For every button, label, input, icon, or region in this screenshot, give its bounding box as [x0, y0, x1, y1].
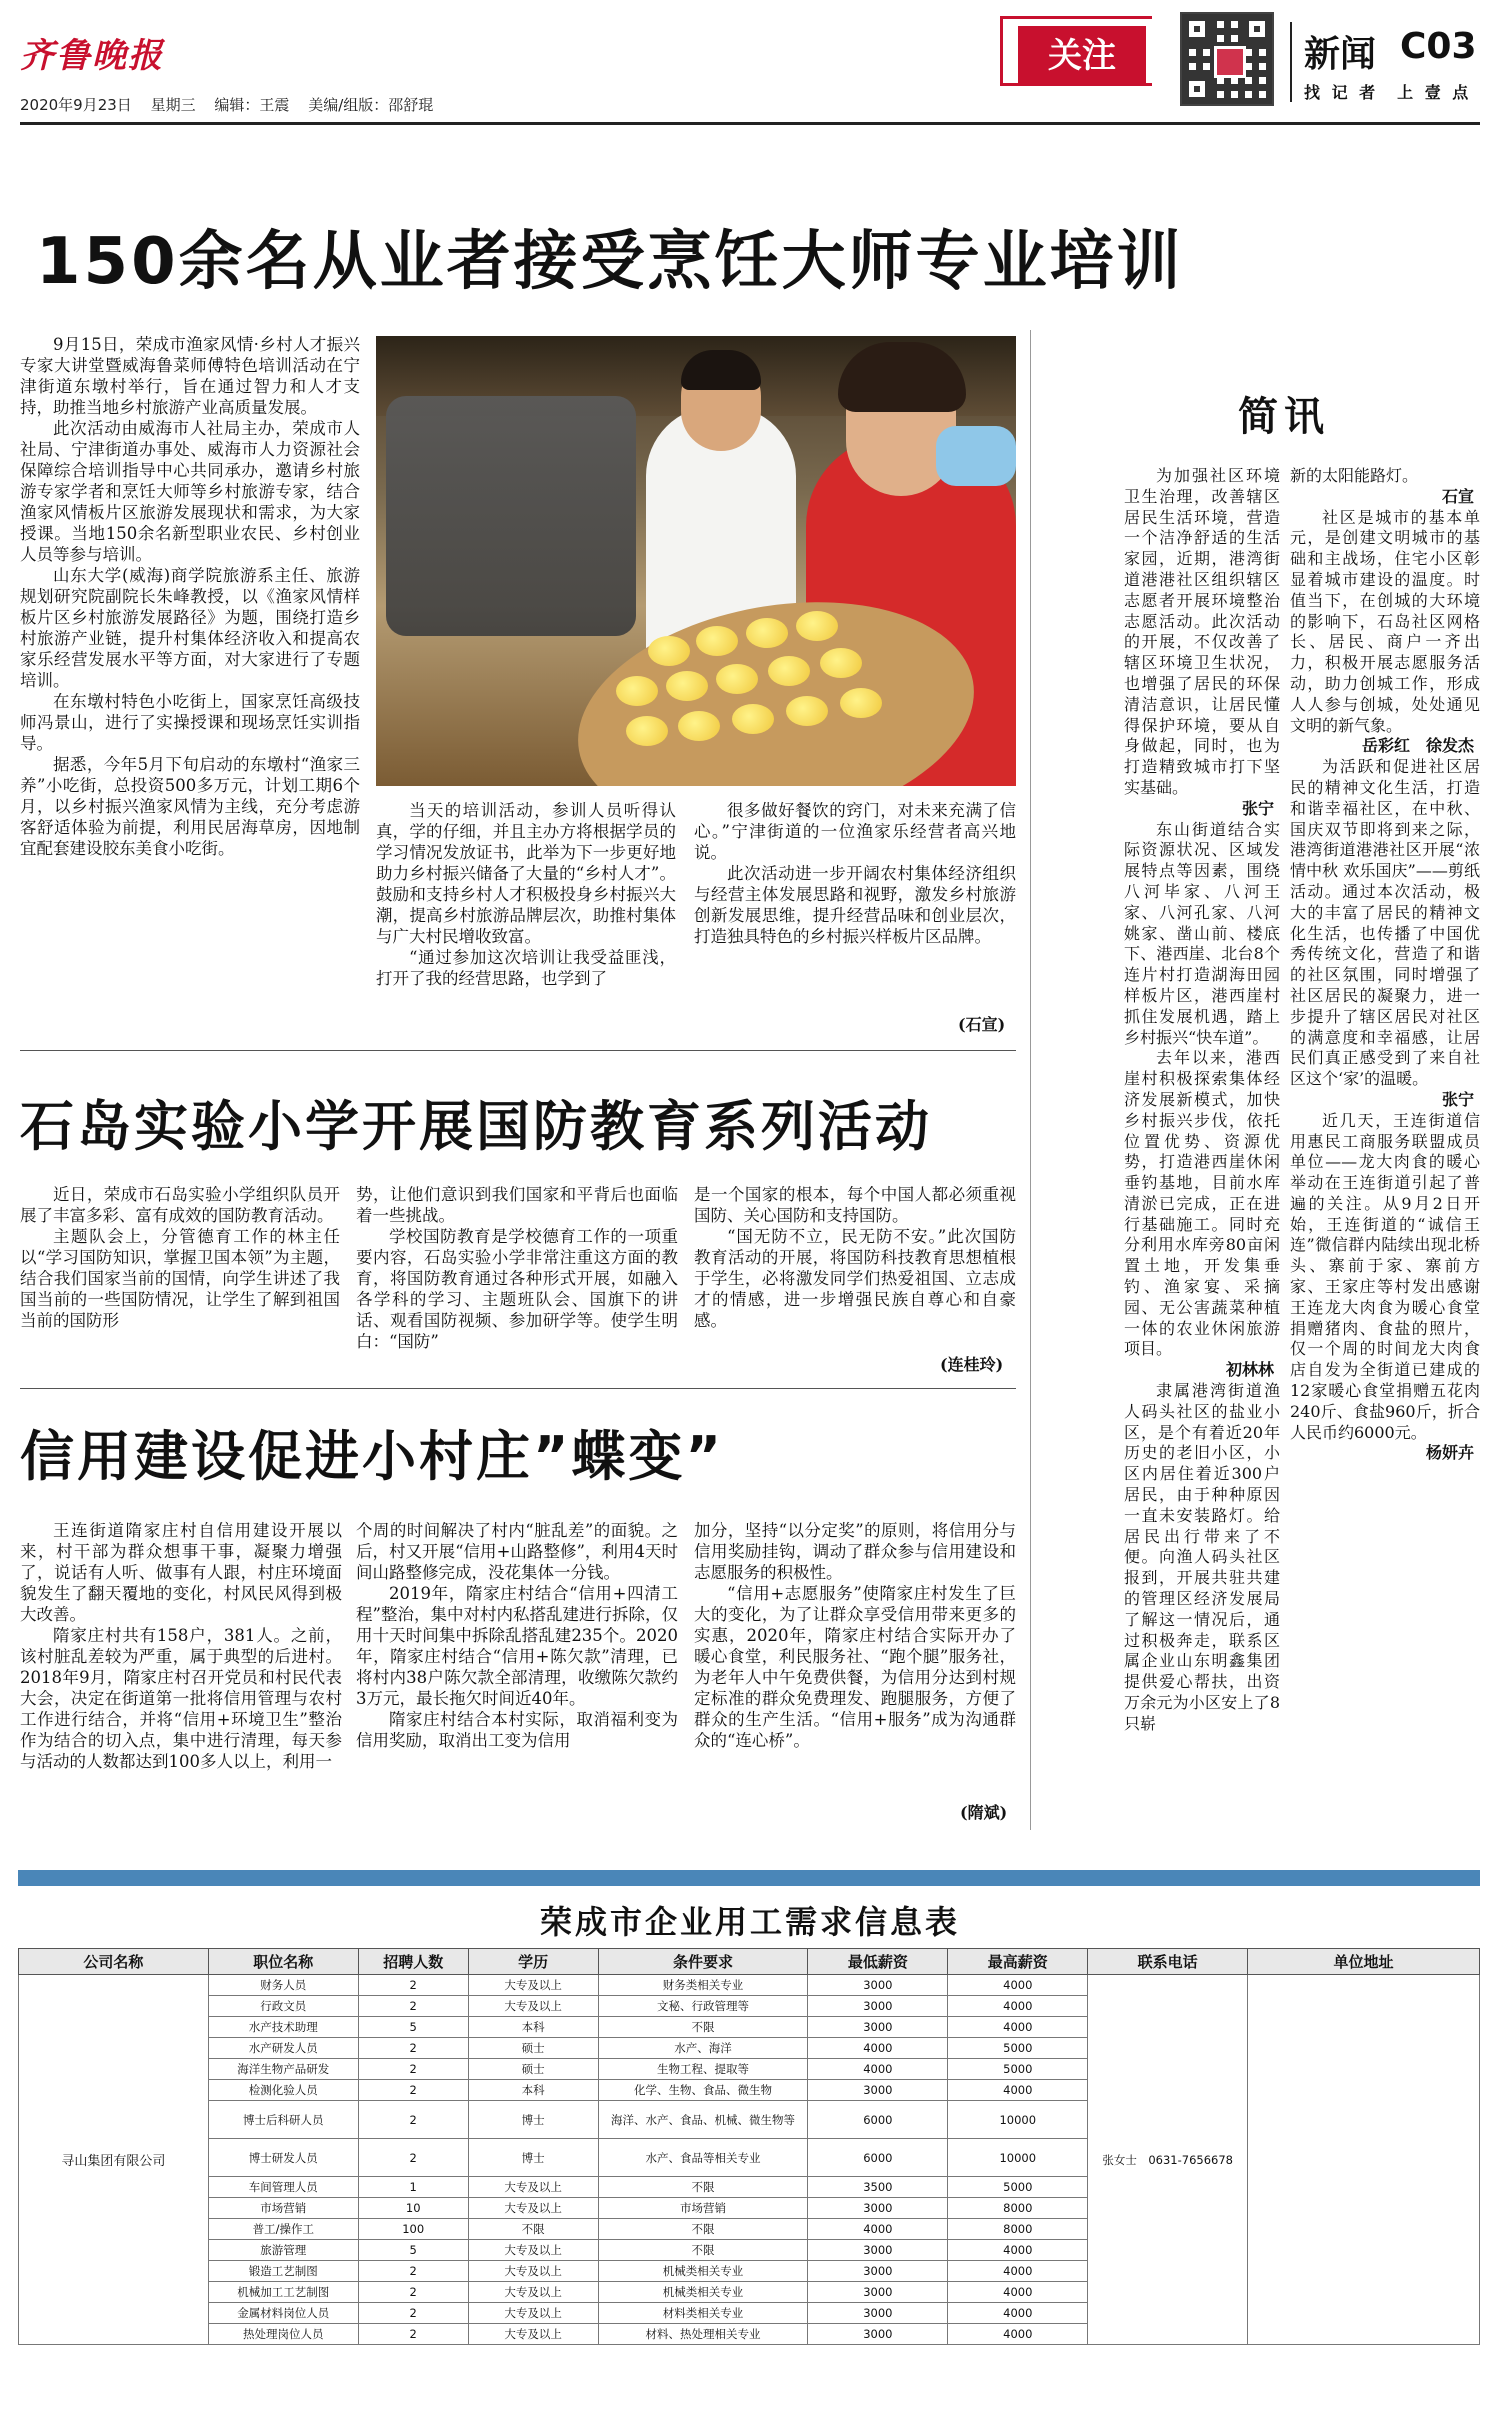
table-cell: 硕士	[468, 2059, 598, 2080]
table-header-cell: 单位地址	[1248, 1949, 1480, 1975]
issue-editor: 编辑：王震	[214, 96, 290, 114]
table-cell: 4000	[948, 2282, 1088, 2303]
article2-headline: 石岛实验小学开展国防教育系列活动	[20, 1095, 932, 1158]
recruitment-table-title: 荣成市企业用工需求信息表	[539, 1903, 960, 1941]
table-cell: 8000	[948, 2198, 1088, 2219]
article3-column-3	[694, 1520, 1016, 1751]
table-cell: 2	[358, 2038, 468, 2059]
article-separator	[20, 1388, 1016, 1389]
table-cell: 5	[358, 2017, 468, 2038]
article2-paragraph: 是一个国家的根本，每个中国人都必须重视国防、关心国防和支持国防。	[694, 1185, 1016, 1225]
table-cell: 博士后科研人员	[208, 2101, 358, 2139]
photo-cake	[648, 636, 690, 666]
table-cell: 化学、生物、食品、微生物	[598, 2080, 808, 2101]
table-header-cell: 公司名称	[19, 1949, 209, 1975]
table-cell: 锻造工艺制图	[208, 2261, 358, 2282]
page-number: C03	[1400, 26, 1477, 67]
table-cell: 博士	[468, 2139, 598, 2177]
table-cell: 海洋、水产、食品、机械、微生物等	[598, 2101, 808, 2139]
brief-signature: 初林林	[1225, 1360, 1274, 1380]
table-cell: 4000	[808, 2219, 948, 2240]
issue-date: 2020年9月23日	[20, 96, 132, 114]
table-cell: 2	[358, 2303, 468, 2324]
briefs-column-2	[1290, 466, 1480, 1464]
table-cell: 大专及以上	[468, 1996, 598, 2017]
table-cell: 大专及以上	[468, 2240, 598, 2261]
article2-column-2	[356, 1184, 678, 1352]
article3-paragraph: 王连街道隋家庄村自信用建设开展以来，村干部为群众想事干事，凝聚力增强了，说话有人听、做事有人跟，村庄环境面貌发生了翻天覆地的变化，村风民风得到极大改善。	[20, 1521, 342, 1624]
brief-item: 东山街道结合实际资源状况、区域发展特点等因素，围绕八河毕家、八河王家、八河孔家、八河姚家、凿山前、楼底下、港西崖、北台8个连片村打造湖海田园样板片区，港西崖村抓住发展机遇，踏上乡村振兴“快车道”。	[1124, 819, 1280, 1047]
table-cell: 旅游管理	[208, 2240, 358, 2261]
qr-finder-icon	[1184, 76, 1210, 102]
address-cell	[1248, 1975, 1480, 2345]
table-cell: 大专及以上	[468, 2261, 598, 2282]
article1-column-3	[694, 800, 1016, 947]
table-header-cell: 条件要求	[598, 1949, 808, 1975]
table-cell: 3000	[808, 2324, 948, 2345]
photo-cake	[796, 611, 838, 641]
table-cell: 机械类相关专业	[598, 2282, 808, 2303]
brief-item: 隶属港湾街道渔人码头社区的盐业小区，是个有着近20年历史的老旧小区，小区内居住着近300户居民，由于种种原因一直未安装路灯。给居民出行带来了不便。向渔人码头社区报到，开展共驻共建的管理区经济发展局了解这一情况后，通过积极奔走，联系区属企业山东明鑫集团提供爱心帮扶，出资万余元为小区安上了8只崭	[1124, 1381, 1280, 1733]
table-cell: 8000	[948, 2219, 1088, 2240]
table-cell: 材料类相关专业	[598, 2303, 808, 2324]
cooking-training-photo	[376, 336, 1016, 786]
article1-paragraph: 当天的培训活动，参训人员听得认真，学的仔细，并且主办方将根据学员的学习情况发放证书，此举为下一步更好地助力乡村振兴储备了大量的“乡村人才”。鼓励和支持乡村人才积极投身乡村振兴大潮，提高乡村旅游品牌层次，助推村集体与广大村民增收致富。	[376, 801, 676, 946]
photo-cake	[768, 656, 810, 686]
table-cell: 3000	[808, 2198, 948, 2219]
table-cell: 普工/操作工	[208, 2219, 358, 2240]
table-cell: 2	[358, 1975, 468, 1996]
table-cell: 3000	[808, 2240, 948, 2261]
photo-face-mask	[936, 426, 1016, 486]
table-cell: 2	[358, 2101, 468, 2139]
article1-paragraph: 据悉，今年5月下旬启动的东墩村“渔家三养”小吃街，总投资500多万元，计划工期6个月，以乡村振兴渔家风情为主线，充分考虑游客舒适体验为前提，利用民居海草房，因地制宜配套建设胶东美食小吃街。	[20, 755, 360, 858]
table-cell: 4000	[948, 2240, 1088, 2261]
article1-paragraph: 9月15日，荣成市渔家风情·乡村人才振兴专家大讲堂暨威海鲁菜师傅特色培训活动在宁津街道东墩村举行，旨在通过智力和人才支持，助推当地乡村旅游产业高质量发展。	[20, 335, 360, 417]
table-cell: 水产技术助理	[208, 2017, 358, 2038]
table-cell: 硕士	[468, 2038, 598, 2059]
table-cell: 4000	[948, 2080, 1088, 2101]
table-cell: 4000	[948, 2017, 1088, 2038]
table-cell: 机械加工工艺制图	[208, 2282, 358, 2303]
briefs-title: 简讯	[1238, 394, 1330, 440]
article1-paragraph: “通过参加这次培训让我受益匪浅，打开了我的经营思路，也学到了	[376, 948, 676, 988]
article1-paragraph: 在东墩村特色小吃街上，国家烹饪高级技师冯景山，进行了实操授课和现场烹饪实训指导。	[20, 692, 360, 753]
table-cell: 2	[358, 2059, 468, 2080]
table-cell: 4000	[808, 2038, 948, 2059]
table-cell: 水产研发人员	[208, 2038, 358, 2059]
table-cell: 1	[358, 2177, 468, 2198]
article1-paragraph: 此次活动由威海市人社局主办，荣成市人社局、宁津街道办事处、威海市人力资源社会保障综合培训指导中心共同承办，邀请乡村旅游专家学者和烹饪大师等乡村旅游专家，结合渔家风情板片区旅游发展现状和需求，为大家授课。当地150余名新型职业农民、乡村创业人员等参与培训。	[20, 419, 360, 564]
qr-finder-icon	[1244, 16, 1270, 42]
photo-cake	[626, 716, 668, 746]
table-cell: 2	[358, 2261, 468, 2282]
table-cell: 文秘、行政管理等	[598, 1996, 808, 2017]
table-header-cell: 联系电话	[1088, 1949, 1248, 1975]
article1-column-1	[20, 334, 360, 859]
company-name-cell: 寻山集团有限公司	[19, 1975, 209, 2345]
table-cell: 3000	[808, 1996, 948, 2017]
masthead	[0, 0, 1500, 140]
brief-signature: 张宁	[1241, 798, 1274, 818]
photo-cake	[616, 676, 658, 706]
table-cell: 100	[358, 2219, 468, 2240]
article1-headline: 150余名从业者接受烹饪大师专业培训	[36, 225, 1184, 299]
table-cell: 大专及以上	[468, 2303, 598, 2324]
article2-column-3	[694, 1184, 1016, 1331]
table-cell: 本科	[468, 2080, 598, 2101]
table-header-cell: 职位名称	[208, 1949, 358, 1975]
table-cell: 大专及以上	[468, 2282, 598, 2303]
table-cell: 4000	[948, 1996, 1088, 2017]
table-cell: 6000	[808, 2101, 948, 2139]
table-cell: 6000	[808, 2139, 948, 2177]
table-cell: 大专及以上	[468, 1975, 598, 1996]
paper-logo: 齐鲁晚报	[20, 36, 164, 76]
article3-paragraph: 隋家庄村结合本村实际，取消福利变为信用奖励，取消出工变为信用	[356, 1710, 678, 1750]
table-cell: 2	[358, 1996, 468, 2017]
table-cell: 5000	[948, 2059, 1088, 2080]
brief-item: 为活跃和促进社区居民的精神文化生活，打造和谐幸福社区，在中秋、国庆双节即将到来之际，港湾街道港港社区开展“浓情中秋 欢乐国庆”——剪纸活动。通过本次活动，极大的丰富了居民的精神文化生活，也传播了中国优秀传统文化，营造了和谐的社区氛围，同时增强了社区居民的凝聚力，进一步提升了辖区居民对社区的满意度和幸福感，让居民们真正感受到了来自社区这个‘家’的温暖。	[1290, 757, 1480, 1089]
table-cell: 行政文员	[208, 1996, 358, 2017]
article3-byline: (隋斌)	[960, 1803, 1008, 1822]
table-header-cell: 最低薪资	[808, 1949, 948, 1975]
table-cell: 不限	[468, 2219, 598, 2240]
article1-byline: (石宣)	[958, 1015, 1006, 1034]
photo-cake	[732, 704, 774, 734]
table-cell: 机械类相关专业	[598, 2261, 808, 2282]
photo-crowd	[386, 396, 636, 636]
article-separator	[20, 1050, 1016, 1051]
table-cell: 财务类相关专业	[598, 1975, 808, 1996]
masthead-divider	[1290, 22, 1292, 102]
brief-item: 近几天，王连街道信用惠民工商服务联盟成员单位——龙大肉食的暖心举动在王连街道引起了普遍的关注。从9月2日开始，王连街道的“诚信王连”微信群内陆续出现北桥头、寨前于家、寨前方家、王家庄等村发出感谢王连龙大肉食为暖心食堂捐赠猪肉、食盐的照片，仅一个周的时间龙大肉食店自发为全街道已建成的12家暖心食堂捐赠五花肉240斤、食盐960斤，折合人民币约6000元。	[1290, 1110, 1480, 1442]
table-cell: 3000	[808, 2017, 948, 2038]
photo-cake	[840, 688, 882, 718]
table-cell: 3000	[808, 2303, 948, 2324]
article3-paragraph: 2019年，隋家庄村结合“信用+四清工程”整治，集中对村内私搭乱建进行拆除，仅用十天时间集中拆除乱搭乱建235个。2020年，隋家庄村结合“信用+陈欠款”清理，已将村内38户陈欠款全部清理，收缴陈欠款约3万元，最长拖欠时间近40年。	[356, 1584, 678, 1708]
table-row	[19, 1975, 1480, 1996]
table-cell: 4000	[808, 2059, 948, 2080]
article2-paragraph: “国无防不立，民无防不安。”此次国防教育活动的开展，将国防科技教育思想植根于学生，必将激发同学们热爱祖国、立志成才的情感，进一步增强民族自尊心和自豪感。	[694, 1227, 1016, 1330]
photo-cake	[746, 618, 788, 648]
photo-cake	[696, 626, 738, 656]
article2-paragraph: 势，让他们意识到我们国家和平背后也面临着一些挑战。	[356, 1185, 678, 1225]
table-cell: 水产、海洋	[598, 2038, 808, 2059]
brief-item: 社区是城市的基本单元，是创建文明城市的基础和主战场，住宅小区彰显着城市建设的温度。时值当下，在创城的大环境的影响下，石岛社区网格长、居民、商户一齐出力，积极开展志愿服务活动，助力创城工作，形成人人参与创城，处处通见文明的新气象。	[1290, 507, 1480, 735]
table-cell: 本科	[468, 2017, 598, 2038]
table-cell: 3000	[808, 2080, 948, 2101]
qr-code-icon[interactable]	[1180, 12, 1274, 106]
table-cell: 大专及以上	[468, 2198, 598, 2219]
article3-paragraph: 个周的时间解决了村内“脏乱差”的面貌。之后，村又开展“信用+山路整修”，利用4天时间山路整修完成，没花集体一分钱。	[356, 1521, 678, 1582]
article3-paragraph: 隋家庄村共有158户，381人。之前，该村脏乱差较为严重，属于典型的后进村。2018年9月，隋家庄村召开党员和村民代表大会，决定在街道第一批将信用管理与农村工作进行结合，并将“信用+环境卫生”整治作为结合的切入点，集中进行清理，每天参与活动的人数都达到100多人以上，利用一	[20, 1626, 342, 1771]
article3-paragraph: “信用+志愿服务”使隋家庄村发生了巨大的变化，为了让群众享受信用带来更多的实惠，2020年，隋家庄村结合实际开办了暖心食堂，利民服务社、“跑个腿”服务社，为老年人中午免费供餐，为信用分达到村规定标准的群众免费理发、跑腿服务，方便了群众的生产生活。“信用+服务”成为沟通群众的“连心桥”。	[694, 1584, 1016, 1750]
table-cell: 博士研发人员	[208, 2139, 358, 2177]
table-cell: 大专及以上	[468, 2177, 598, 2198]
issue-designer: 美编/组版：邵舒琨	[308, 96, 434, 114]
article1-column-2	[376, 800, 676, 989]
table-cell: 不限	[598, 2177, 808, 2198]
table-cell: 4000	[948, 2303, 1088, 2324]
table-cell: 4000	[948, 1975, 1088, 1996]
table-cell: 金属材料岗位人员	[208, 2303, 358, 2324]
article3-column-1	[20, 1520, 342, 1772]
table-cell: 检测化验人员	[208, 2080, 358, 2101]
brief-item: 为加强社区环境卫生治理，改善辖区居民生活环境，营造一个洁净舒适的生活家园，近期，港湾街道港港社区组织辖区志愿者开展环境整治志愿活动。此次活动的开展，不仅改善了辖区环境卫生状况，也增强了居民的环保清洁意识，让居民懂得保护环境，要从自身做起，同时，也为打造精致城市打下坚实基础。	[1124, 466, 1280, 797]
table-cell: 3000	[808, 2261, 948, 2282]
article3-headline: 信用建设促进小村庄”蝶变”	[20, 1425, 724, 1488]
photo-cake	[666, 671, 708, 701]
table-cell: 10000	[948, 2101, 1088, 2139]
table-cell: 市场营销	[598, 2198, 808, 2219]
table-cell: 3000	[808, 2282, 948, 2303]
table-cell: 2	[358, 2080, 468, 2101]
qr-finder-icon	[1184, 16, 1210, 42]
table-header-cell: 最高薪资	[948, 1949, 1088, 1975]
table-cell: 不限	[598, 2017, 808, 2038]
table-cell: 3500	[808, 2177, 948, 2198]
table-cell: 热处理岗位人员	[208, 2324, 358, 2345]
table-cell: 2	[358, 2139, 468, 2177]
article2-column-1	[20, 1184, 340, 1331]
article1-paragraph: 此次活动进一步开阔农村集体经济组织与经营主体发展思路和视野，激发乡村旅游创新发展思维，提升经营品味和创业层次，打造独具特色的乡村振兴样板片区品牌。	[694, 864, 1016, 946]
table-cell: 市场营销	[208, 2198, 358, 2219]
brief-signature: 石宣	[1441, 486, 1474, 506]
brief-signature: 杨妍卉	[1425, 1443, 1474, 1463]
table-cell: 生物工程、提取等	[598, 2059, 808, 2080]
article3-column-2	[356, 1520, 678, 1751]
table-cell: 博士	[468, 2101, 598, 2139]
photo-cake	[820, 648, 862, 678]
brief-item: 新的太阳能路灯。	[1290, 466, 1419, 485]
section-label: 新闻	[1304, 34, 1377, 75]
issue-info	[20, 94, 447, 115]
issue-weekday: 星期三	[150, 96, 196, 114]
reporter-line: 找 记 者 上 壹 点	[1304, 83, 1472, 102]
table-cell: 4000	[948, 2261, 1088, 2282]
article3-paragraph: 加分，坚持“以分定奖”的原则，将信用分与信用奖励挂钩，调动了群众参与信用建设和志愿服务的积极性。	[694, 1521, 1016, 1582]
table-cell: 材料、热处理相关专业	[598, 2324, 808, 2345]
table-cell: 不限	[598, 2219, 808, 2240]
article2-paragraph: 学校国防教育是学校德育工作的一项重要内容，石岛实验小学非常注重这方面的教育，将国防教育通过各种形式开展，如融入各学科的学习、主题班队会、国旗下的讲话、观看国防视频、参加研学等。使学生明白：“国防”	[356, 1227, 678, 1351]
table-header-cell: 招聘人数	[358, 1949, 468, 1975]
brief-signature: 张宁	[1441, 1089, 1474, 1109]
contact-phone-cell: 张女士 0631-7656678	[1088, 1975, 1248, 2345]
article1-paragraph: 山东大学(威海)商学院旅游系主任、旅游规划研究院副院长朱峰教授，以《渔家风情样板片区乡村旅游发展路径》为题，围绕打造乡村旅游产业链，提升村集体经济收入和提高农家乐经营发展水平等方面，对大家进行了专题培训。	[20, 566, 360, 690]
photo-cake	[678, 711, 720, 741]
table-cell: 10	[358, 2198, 468, 2219]
table-cell: 3000	[808, 1975, 948, 1996]
table-cell: 水产、食品等相关专业	[598, 2139, 808, 2177]
article1-paragraph: 很多做好餐饮的窍门，对未来充满了信心。”宁津街道的一位渔家乐经营者高兴地说。	[694, 801, 1016, 862]
table-banner-bar	[18, 1870, 1480, 1886]
table-cell: 大专及以上	[468, 2324, 598, 2345]
briefs-column-1	[1124, 466, 1280, 1735]
table-cell: 财务人员	[208, 1975, 358, 1996]
article2-byline: (连桂玲)	[940, 1355, 1004, 1374]
masthead-rule	[20, 122, 1480, 125]
table-cell: 不限	[598, 2240, 808, 2261]
recruitment-table-body	[19, 1975, 1480, 2345]
table-cell: 5	[358, 2240, 468, 2261]
brief-item: 去年以来，港西崖村积极探索集体经济发展新模式，加快乡村振兴步伐，依托位置优势、资源优势，打造港西崖休闲垂钓基地，目前水库清淤已完成，正在进行基础施工。同时充分利用水库旁80亩闲置土地，开发集垂钓、渔家宴、采摘园、无公害蔬菜种植一体的农业休闲旅游项目。	[1124, 1048, 1280, 1359]
photo-cake	[716, 664, 758, 694]
table-cell: 5000	[948, 2038, 1088, 2059]
photo-cake	[786, 696, 828, 726]
table-cell: 车间管理人员	[208, 2177, 358, 2198]
article2-paragraph: 近日，荣成市石岛实验小学组织队员开展了丰富多彩、富有成效的国防教育活动。	[20, 1185, 340, 1225]
table-cell: 海洋生物产品研发	[208, 2059, 358, 2080]
table-cell: 5000	[948, 2177, 1088, 2198]
table-cell: 10000	[948, 2139, 1088, 2177]
briefs-divider	[1030, 330, 1031, 1830]
table-header-cell: 学历	[468, 1949, 598, 1975]
brief-signature: 岳彩红 徐发杰	[1361, 736, 1474, 756]
article2-paragraph: 主题队会上，分管德育工作的林主任以“学习国防知识，掌握卫国本领”为主题，结合我们国家当前的国情，向学生讲述了我国当前的一些国防情况，让学生了解到祖国当前的国防形	[20, 1227, 340, 1330]
table-cell: 4000	[948, 2324, 1088, 2345]
table-cell: 2	[358, 2324, 468, 2345]
recruitment-table	[18, 1948, 1480, 2345]
attention-tag: 关注	[1018, 26, 1146, 86]
table-header-row	[19, 1949, 1480, 1975]
table-cell: 2	[358, 2282, 468, 2303]
